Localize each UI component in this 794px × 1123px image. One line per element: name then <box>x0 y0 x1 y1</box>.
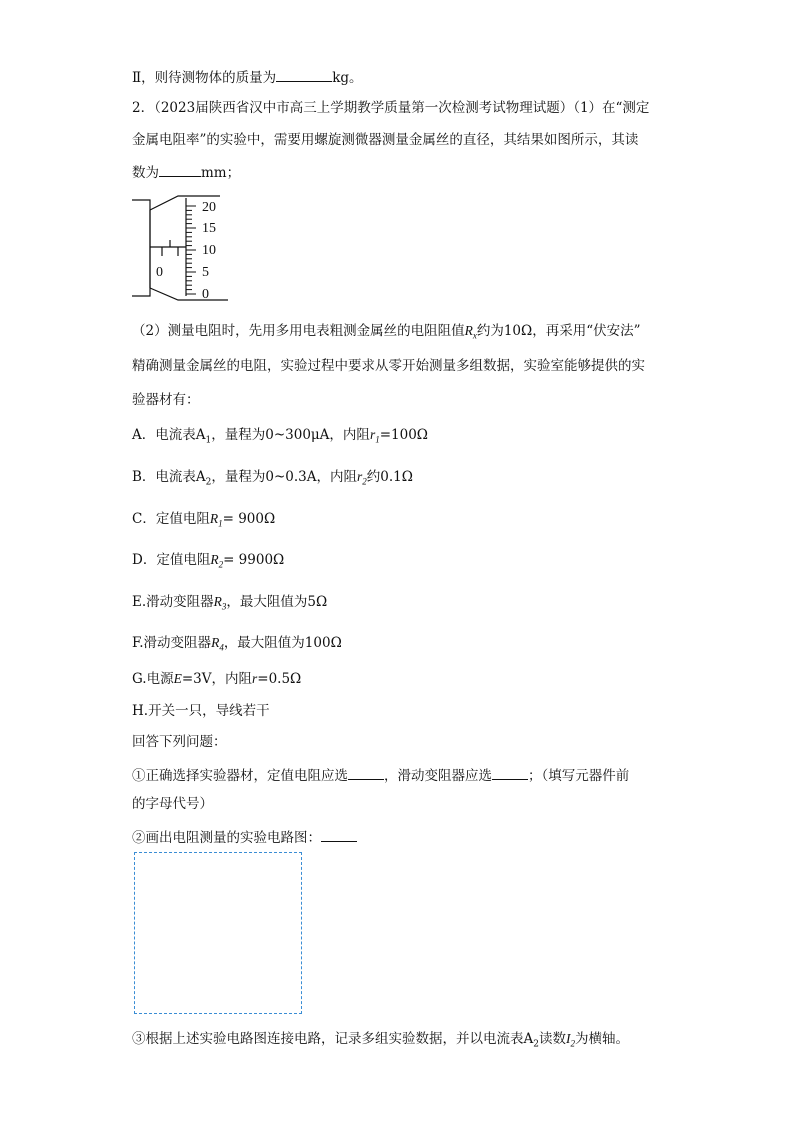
var-Rx: R <box>464 323 473 338</box>
sleeve-frame <box>132 200 150 296</box>
option-b-text-b: ，量程为0~0.3A，内阻 <box>211 469 358 485</box>
option-b-symbol-sub: 2 <box>205 477 212 488</box>
option-g <box>132 670 301 688</box>
option-f-var: R <box>211 635 220 650</box>
answer-prompt: 回答下列问题： <box>132 734 227 750</box>
option-f <box>132 634 342 657</box>
option-e-var-sub: 3 <box>221 601 227 612</box>
q2-part2-line1 <box>132 322 641 345</box>
option-c-text: C．定值电阻 <box>132 511 210 527</box>
option-c-var-sub: 1 <box>218 518 223 529</box>
q2-part2-line2: 精确测量金属丝的电阻，实验过程中要求从零开始测量多组数据，实验室能够提供的实 <box>132 358 645 374</box>
option-a-symbol-sub: 1 <box>205 435 212 446</box>
option-e <box>132 593 327 616</box>
sub1-line1 <box>132 765 629 785</box>
option-b-var-sub: 2 <box>362 476 367 487</box>
option-f-var-sub: 4 <box>219 642 224 653</box>
sub1-rheostat-blank[interactable] <box>492 765 528 780</box>
sub3-text-c: 为横轴。 <box>574 1031 629 1047</box>
option-a-text-b: ，量程为0~300μA，内阻 <box>211 427 370 443</box>
option-e-text-c: ，最大阻值为5Ω <box>226 594 328 610</box>
part2-text-b: 约为10Ω，再采用“伏安法” <box>476 323 641 339</box>
q1-tail-line <box>132 67 363 87</box>
option-b-var: r <box>357 469 363 484</box>
option-f-text-c: ，最大阻值为100Ω <box>223 635 342 651</box>
q1-answer-blank[interactable] <box>276 67 332 82</box>
q2-header-line1: 2．（2023届陕西省汉中市高三上学期教学质量第一次检测考试物理试题）（1）在“测定 <box>132 100 650 116</box>
option-b-text: B．电流表 <box>132 469 196 485</box>
q2-reading-unit: mm； <box>201 165 241 181</box>
sub1-resistor-blank[interactable] <box>348 765 384 780</box>
option-g-var-e: E <box>173 671 182 686</box>
option-g-text: G.电源 <box>132 671 174 687</box>
sub2-blank[interactable] <box>321 827 357 842</box>
sub1-text-b: ，滑动变阻器应选 <box>384 768 492 784</box>
sub3-symbol: A <box>523 1031 534 1047</box>
sub1-text-c: ；（填写元器件前 <box>528 768 630 784</box>
main-scale-zero: 0 <box>156 265 163 280</box>
circuit-drawing-box[interactable] <box>134 852 302 1014</box>
option-h: H.开关一只，导线若干 <box>132 703 270 719</box>
option-g-text-c: =0.5Ω <box>257 671 302 687</box>
q2-part2-line3: 验器材有： <box>132 392 200 408</box>
q1-tail-prefix: Ⅱ，则待测物体的质量为 <box>132 70 277 86</box>
option-c-var: R <box>209 511 219 526</box>
option-d-var: R <box>210 552 219 567</box>
option-d-var-sub: 2 <box>218 559 224 570</box>
option-b-text-c: 约0.1Ω <box>366 469 413 485</box>
thimble-label-5: 5 <box>202 265 209 280</box>
sub3-line <box>132 1030 629 1054</box>
option-b-symbol: A <box>195 469 206 485</box>
sub1-text-a: ①正确选择实验器材，定值电阻应选 <box>132 768 348 784</box>
sub3-symbol-sub: 2 <box>533 1039 539 1050</box>
option-c-text-c: = 900Ω <box>222 511 276 527</box>
q2-reading-blank[interactable] <box>159 162 201 177</box>
micrometer-figure <box>130 192 240 302</box>
option-a-var: r <box>369 427 376 442</box>
sub2-text: ②画出电阻测量的实验电路图： <box>132 830 321 846</box>
option-a-text: A．电流表 <box>132 427 196 443</box>
option-a-symbol: A <box>195 427 206 443</box>
option-d <box>132 551 284 574</box>
thimble-label-0: 0 <box>202 287 209 302</box>
option-e-var: R <box>213 594 222 609</box>
q1-tail-unit: kg。 <box>332 70 363 86</box>
part2-text-a: （2）测量电阻时，先用多用电表粗测金属丝的电阻阻值 <box>132 323 465 339</box>
var-Rx-sub: x <box>472 330 477 341</box>
sub2-line <box>132 827 357 847</box>
option-a <box>132 426 428 450</box>
option-a-text-c: =100Ω <box>379 427 428 443</box>
option-b <box>132 468 413 492</box>
option-c <box>132 510 275 533</box>
q2-header-line3 <box>132 162 240 182</box>
thimble-label-10: 10 <box>202 243 216 258</box>
thimble-label-20: 20 <box>202 200 216 215</box>
sub1-line2: 的字母代号） <box>132 796 213 812</box>
option-f-text: F.滑动变阻器 <box>132 635 212 651</box>
sub3-var-sub: 2 <box>570 1038 575 1049</box>
thimble-ticks <box>186 206 196 294</box>
option-d-text-c: = 9900Ω <box>223 552 285 568</box>
option-e-text: E.滑动变阻器 <box>132 594 214 610</box>
sub3-var: I <box>565 1031 571 1046</box>
q2-reading-prefix: 数为 <box>132 165 159 181</box>
option-a-var-sub: 1 <box>375 434 380 445</box>
sub3-text-b: 读数 <box>538 1031 566 1047</box>
thimble-label-15: 15 <box>202 221 216 236</box>
option-d-text: D．定值电阻 <box>132 552 211 568</box>
q2-header-line2: 金属电阻率”的实验中，需要用螺旋测微器测量金属丝的直径，其结果如图所示，其读 <box>132 132 639 148</box>
sub3-text-a: ③根据上述实验电路图连接电路，记录多组实验数据，并以电流表 <box>132 1031 524 1047</box>
option-g-text-b: =3V，内阻 <box>181 671 253 687</box>
option-g-var-r: r <box>252 671 258 686</box>
